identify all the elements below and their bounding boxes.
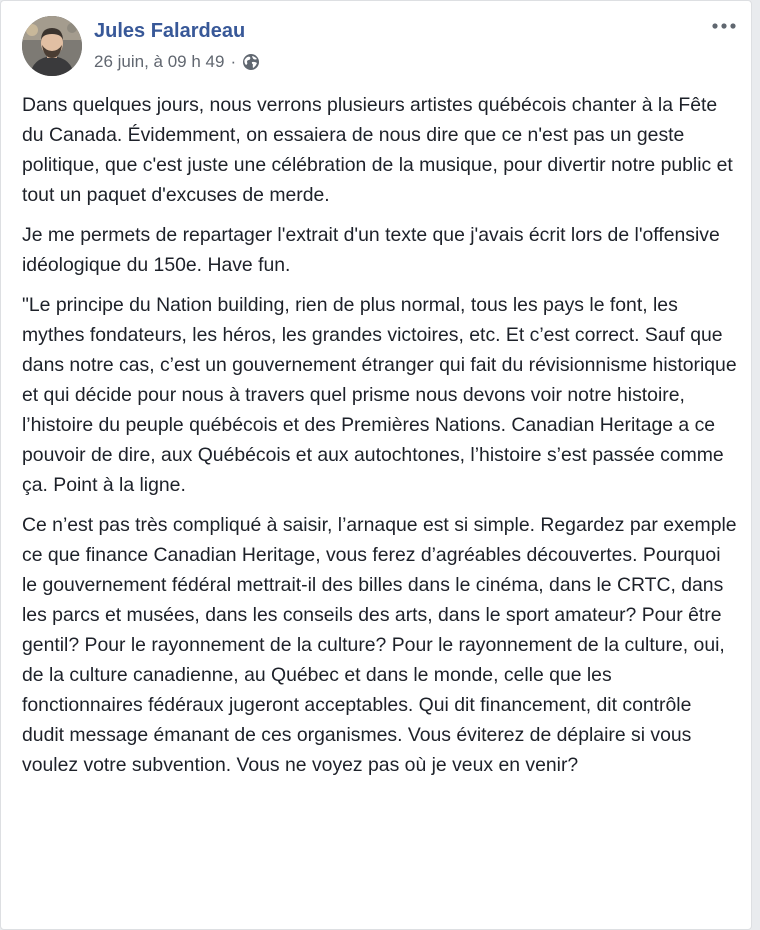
author-name[interactable]: Jules Falardeau	[94, 20, 246, 42]
post-header	[1, 1, 751, 91]
meta-separator: ·	[230, 52, 237, 71]
post-meta	[94, 52, 260, 72]
post-body	[22, 90, 737, 790]
post-paragraph: Dans quelques jours, nous verrons plusieurs artistes québécois chanter à la Fête du Canada. Évidemment, on essaiera de nous dire que ce n'est pas un geste politique, que c'est juste une célébration de la musique, pour divertir notre public et tout un paquet d'excuses de merde.	[22, 94, 733, 206]
post-paragraph: "Le principe du Nation building, rien de plus normal, tous les pays le font, les mythes fondateurs, les héros, les grandes victoires, etc. Et c’est correct. Sauf que dans notre cas, c’est un gouvernement étranger qui fait du révisionnisme historique et qui décide pour nous à travers quel prisme nous devons voir notre histoire, l’histoire du peuple québécois et des Premières Nations. Canadian Heritage a ce pouvoir de dire, aux Québécois et aux autochtones, l’histoire s’est passée comme ça. Point à la ligne.	[22, 294, 737, 496]
globe-icon[interactable]	[242, 53, 260, 71]
timestamp[interactable]: 26 juin, à 09 h 49	[94, 52, 225, 71]
post-paragraph: Je me permets de repartager l'extrait d'un texte que j'avais écrit lors de l'offensive idéologique du 150e. Have fun.	[22, 224, 720, 276]
avatar-photo	[22, 16, 82, 76]
avatar[interactable]	[22, 16, 82, 76]
post-paragraph: Ce n’est pas très compliqué à saisir, l’arnaque est si simple. Regardez par exemple ce que finance Canadian Heritage, vous ferez d’agréables découvertes. Pourquoi le gouvernement fédéral mettrait-il des billes dans le cinéma, dans le CRTC, dans les parcs et musées, dans les conseils des arts, dans le sport amateur? Pour être gentil? Pour le rayonnement de la culture? Pour le rayonnement de la culture, oui, de la culture canadienne, au Québec et dans le monde, celle que les fonctionnaires fédéraux jugeront acceptables. Qui dit financement, dit contrôle dudit message émanant de ces organismes. Vous éviterez de déplaire si vous voulez votre subvention. Vous ne voyez pas où je veux en venir?	[22, 514, 737, 776]
more-horizontal-icon[interactable]	[709, 15, 739, 37]
